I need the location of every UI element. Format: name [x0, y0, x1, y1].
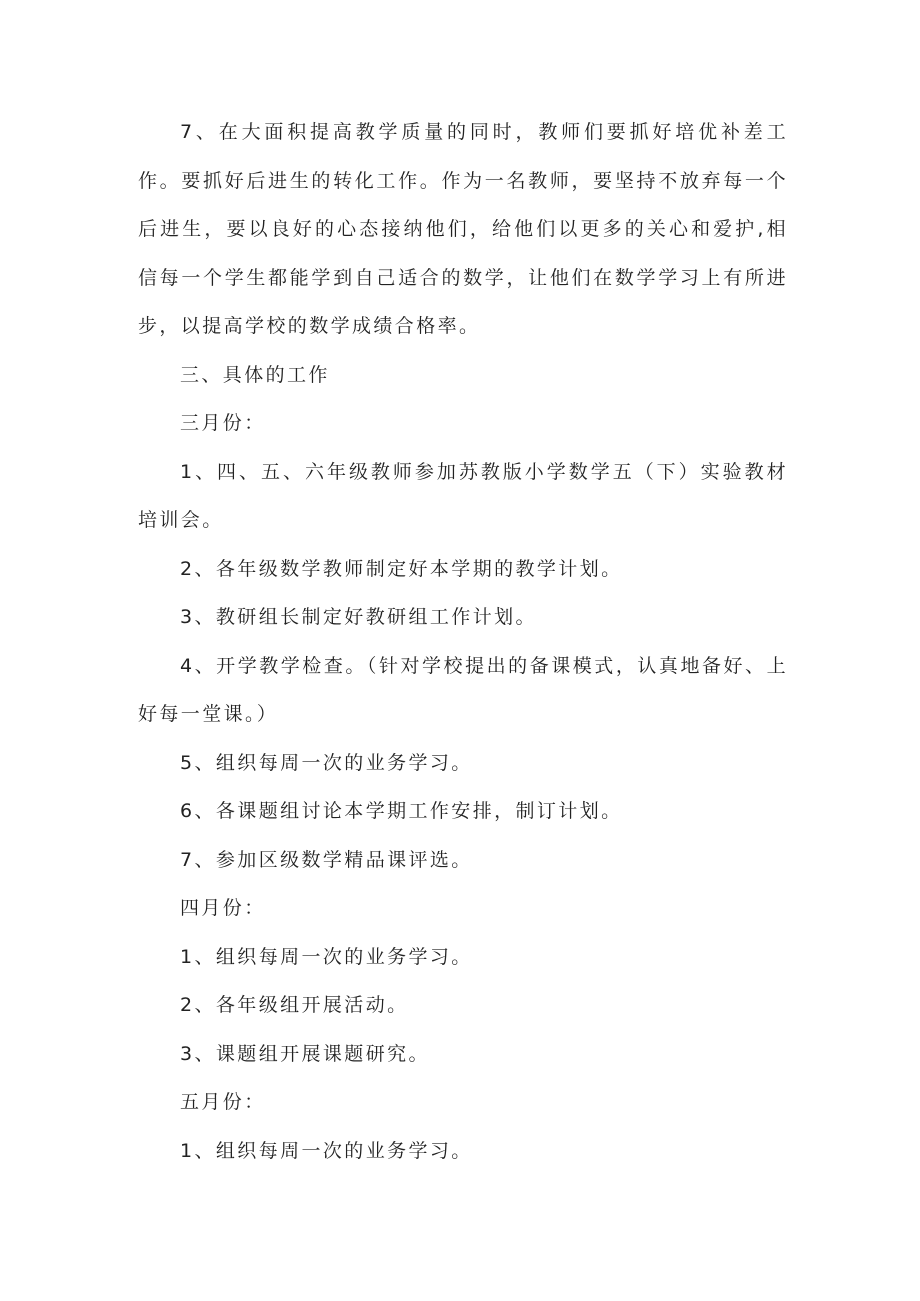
may-item-1: 1、组织每周一次的业务学习。 [180, 1139, 473, 1162]
month-heading-march: 三月份： [180, 412, 266, 434]
march-item-2: 2、各年级数学教师制定好本学期的教学计划。 [180, 557, 623, 580]
april-item-2: 2、各年级组开展活动。 [180, 994, 409, 1016]
march-item-7: 7、参加区级数学精品课评选。 [180, 848, 473, 871]
march-item-3: 3、教研组长制定好教研组工作计划。 [180, 606, 537, 628]
document-body [138, 108, 788, 1175]
month-heading-may: 五月份： [180, 1091, 266, 1113]
month-heading-april: 四月份： [180, 897, 266, 919]
march-item-5: 5、组织每周一次的业务学习。 [180, 751, 473, 774]
march-item-1: 1、四、五、六年级教师参加苏教版小学数学五（下）实验教材培训会。 [138, 460, 788, 531]
section-heading-specific-work: 三、具体的工作 [180, 363, 330, 386]
april-item-1: 1、组织每周一次的业务学习。 [180, 945, 473, 968]
march-item-4: 4、开学教学检查。（针对学校提出的备课模式，认真地备好、上好每一堂课。） [138, 654, 788, 725]
march-item-6: 6、各课题组讨论本学期工作安排，制订计划。 [180, 800, 623, 822]
paragraph-item-7-tutoring: 7、在大面积提高教学质量的同时，教师们要抓好培优补差工作。要抓好后进生的转化工作。作为一名教师，要坚持不放弃每一个后进生，要以良好的心态接纳他们，给他们以更多的关心和爱护,相信每一个学生都能学到自己适合的数学，让他们在数学学习上有所进步，以提高学校的数学成绩合格率。 [138, 121, 788, 337]
april-item-3: 3、课题组开展课题研究。 [180, 1042, 430, 1065]
